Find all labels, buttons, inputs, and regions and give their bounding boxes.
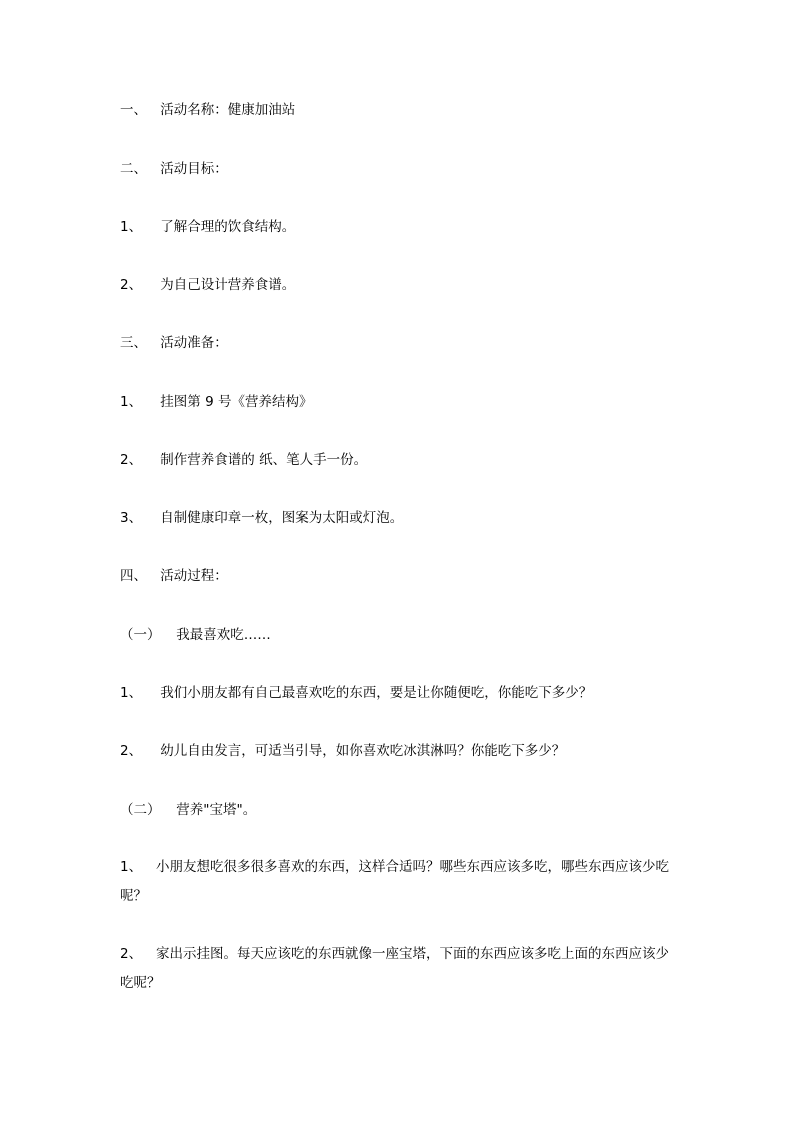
prep-item-2	[120, 451, 367, 469]
section-heading-3	[120, 334, 228, 352]
subsection-marker: （二）	[120, 802, 161, 818]
item-marker: 2、	[120, 946, 143, 962]
section-text: 活动准备：	[160, 335, 228, 351]
process-item-1	[120, 684, 592, 702]
item-marker: 1、	[120, 394, 143, 410]
item-text: 自制健康印章一枚，图案为太阳或灯泡。	[160, 510, 404, 526]
item-marker: 2、	[120, 452, 143, 468]
process-item-2	[120, 742, 565, 760]
item-text: 制作营养食谱的 纸、笔人手一份。	[160, 452, 368, 468]
subsection-marker: （一）	[120, 627, 161, 643]
item-marker: 2、	[120, 743, 143, 759]
subsection-heading-1	[120, 626, 271, 644]
section-heading-2	[120, 160, 228, 178]
goal-item-1	[120, 218, 295, 236]
section-heading-1	[120, 101, 295, 119]
section-text: 活动名称：健康加油站	[160, 102, 296, 118]
subsection-text: 我最喜欢吃……	[176, 627, 271, 643]
subsection-heading-2	[120, 801, 256, 819]
item-text: 小朋友想吃很多很多喜欢的东西，这样合适吗？哪些东西应该多吃，哪些东西应该少吃呢？	[120, 859, 669, 904]
item-marker: 3、	[120, 510, 143, 526]
item-marker: 1、	[120, 219, 143, 235]
item-marker: 1、	[120, 685, 143, 701]
section-marker: 二、	[120, 161, 147, 177]
item-text: 挂图第 9 号《营养结构》	[160, 394, 313, 410]
item-text: 了解合理的饮食结构。	[160, 219, 296, 235]
section-text: 活动目标：	[160, 161, 228, 177]
section-marker: 四、	[120, 568, 147, 584]
prep-item-1	[120, 393, 312, 411]
section-text: 活动过程：	[160, 568, 228, 584]
process-item-4	[120, 940, 680, 998]
item-marker: 2、	[120, 277, 143, 293]
goal-item-2	[120, 276, 295, 294]
section-marker: 三、	[120, 335, 147, 351]
item-text: 我们小朋友都有自己最喜欢吃的东西，要是让你随便吃，你能吃下多少？	[160, 685, 593, 701]
item-text: 为自己设计营养食谱。	[160, 277, 296, 293]
item-marker: 1、	[120, 859, 143, 875]
subsection-text: 营养"宝塔"。	[176, 802, 257, 818]
prep-item-3	[120, 509, 403, 527]
item-text: 幼儿自由发言，可适当引导，如你喜欢吃冰淇淋吗？你能吃下多少？	[160, 743, 566, 759]
item-text: 家出示挂图。每天应该吃的东西就像一座宝塔，下面的东西应该多吃上面的东西应该少吃呢？	[120, 946, 669, 991]
section-heading-4	[120, 567, 228, 585]
process-item-3	[120, 853, 680, 911]
section-marker: 一、	[120, 102, 147, 118]
